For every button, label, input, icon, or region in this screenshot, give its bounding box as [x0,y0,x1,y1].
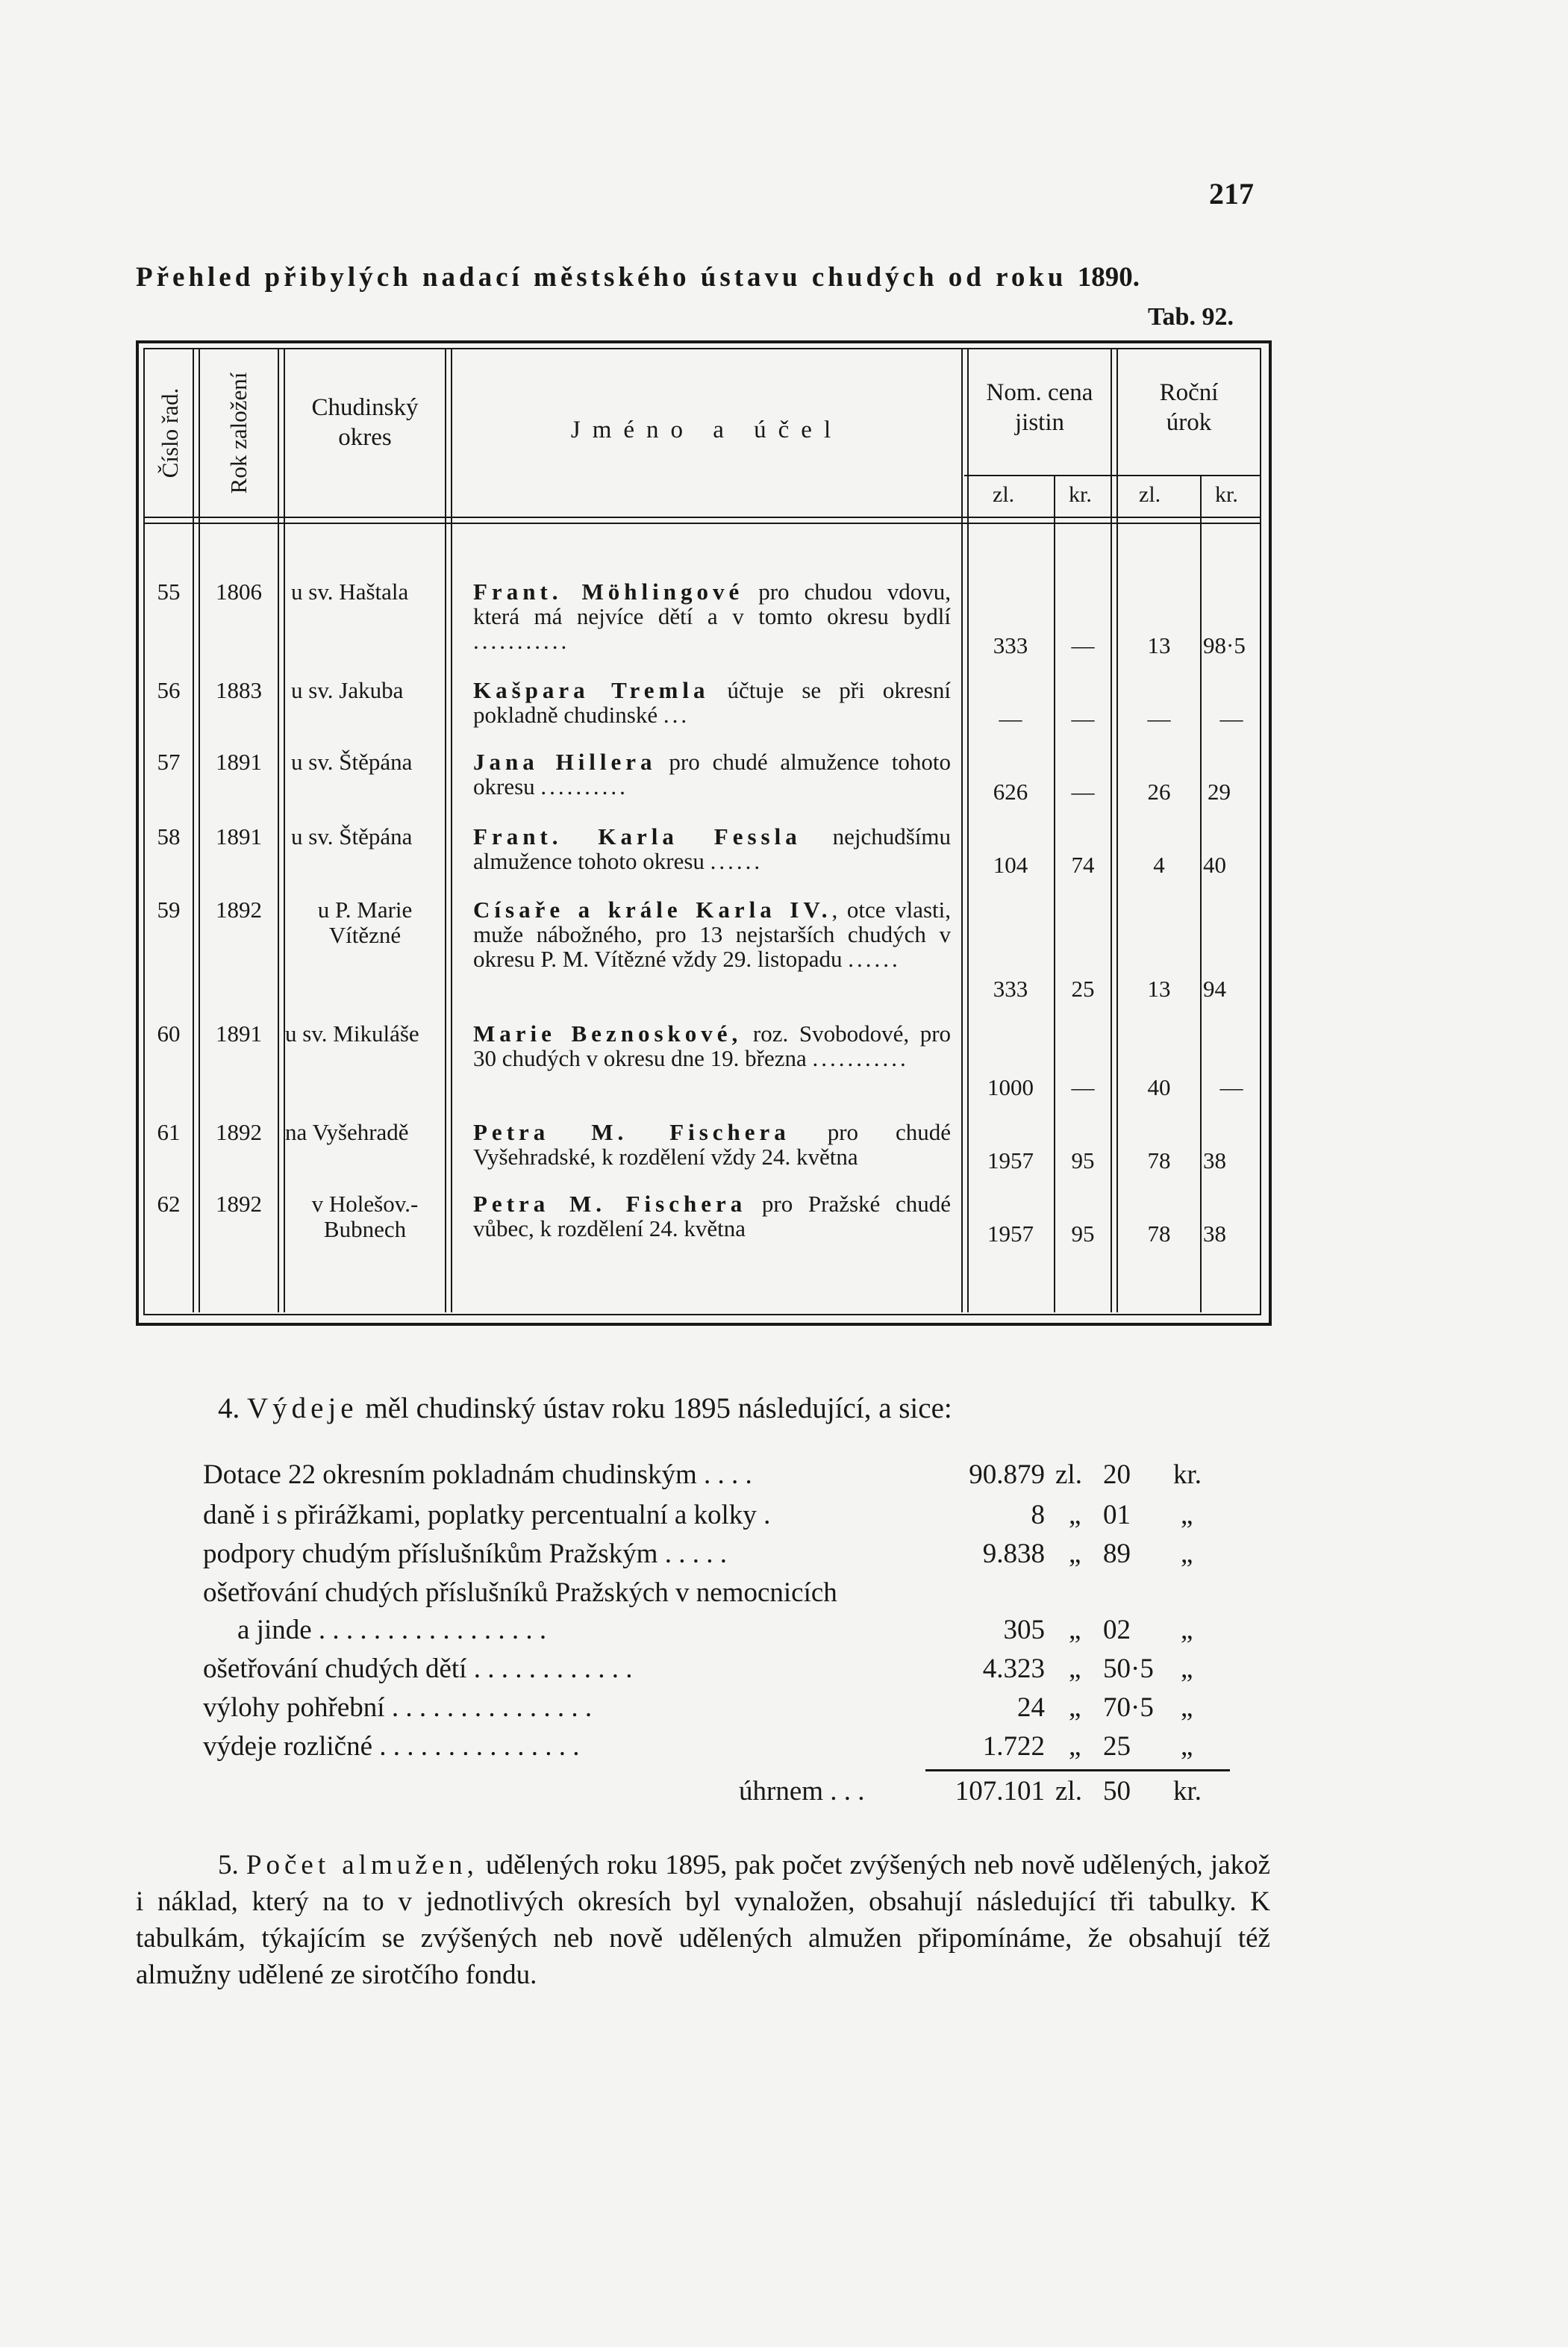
row-name-dots: ........... [473,628,570,654]
row-year: 1891 [216,1020,262,1047]
row-nom-zl: 333 [993,976,1028,1002]
row-nom-zl: 1957 [987,1221,1034,1247]
subheader-rule [964,475,1260,476]
expense-label: podpory chudým příslušníkům Pražským . . . . . [203,1539,727,1569]
total-unit: zl. [1055,1776,1082,1807]
col-line-4 [961,348,963,1312]
total-amount: 107.101 [955,1776,1045,1807]
row-number: 59 [157,897,181,923]
expense-unit: zl. [1055,1459,1082,1490]
row-year: 1891 [216,823,262,850]
expense-amount: 4.323 [982,1654,1045,1684]
row-year: 1883 [216,677,262,703]
header-bottom-rule [143,517,1260,518]
expense-amount: 1.722 [982,1731,1045,1762]
row-nom-zl: 1000 [987,1074,1034,1100]
row-name-rest: pro Pražské chudé vůbec, k rozdělení 24. května [473,1191,952,1241]
row-okres-line2: Vítězné [328,922,402,948]
row-nom-kr: — [1071,632,1095,658]
row-name [473,678,951,727]
expense-kr-unit: „ [1181,1615,1193,1645]
total-label: úhrnem . . . [739,1776,865,1807]
row-name-rest: nejchudšímu almužence tohoto okresu [473,823,952,874]
section-4-heading [218,1391,952,1425]
row-nom-zl: 1957 [987,1147,1034,1174]
table-title-year: 1890. [1077,262,1140,293]
row-name-lead: Jana Hillera [473,749,657,775]
row-name-lead: Kašpara Tremla [473,677,710,703]
col-line-7 [1200,475,1202,1312]
row-urok-kr: 94 [1203,976,1226,1002]
row-urok-kr: 98·5 [1203,632,1246,658]
row-name-lead: Frant. Karla Fessla [473,823,802,850]
expense-label: daně i s přirážkami, poplatky percentualní a kolky . [203,1500,771,1530]
row-urok-kr: — [1219,705,1243,732]
expense-amount: 90.879 [969,1459,1045,1490]
header-nom [969,378,1111,437]
row-nom-zl: — [999,705,1022,732]
row-urok-zl: 13 [1147,632,1171,658]
expense-kr: 70·5 [1103,1692,1154,1723]
row-name [473,824,951,873]
table-label: Tab. 92. [1148,303,1234,331]
row-year: 1806 [216,579,262,605]
col-line-1 [193,348,194,1312]
expense-label: a jinde . . . . . . . . . . . . . . . . . [237,1615,547,1645]
expense-unit: „ [1069,1615,1081,1645]
expense-amount: 8 [1031,1500,1045,1530]
expense-amount: 305 [1003,1615,1045,1645]
expense-label: výdeje rozličné . . . . . . . . . . . . . . . [203,1731,580,1762]
expense-label: Dotace 22 okresním pokladnám chudinským . . . . [203,1459,752,1490]
row-nom-kr: 25 [1071,976,1095,1002]
row-urok-zl: 4 [1153,852,1165,878]
expense-amount: 9.838 [982,1539,1045,1569]
expense-unit: „ [1069,1539,1081,1569]
row-nom-kr: — [1071,705,1095,732]
header-okres-line2: okres [338,424,392,451]
row-name-dots: ...... [710,848,763,874]
header-okres-line1: Chudinský [311,394,419,421]
row-number: 61 [157,1119,181,1145]
expense-label: ošetřování chudých příslušníků Pražských v nemocnicích [203,1577,837,1608]
row-urok-kr: 29 [1208,779,1231,805]
expense-kr-unit: „ [1181,1500,1193,1530]
row-okres: u sv. Štěpána [291,749,413,775]
header-okres [285,393,445,452]
row-number: 57 [157,749,181,775]
row-name-rest: roz. Svobodové, pro 30 chudých v okresu dne 19. března [473,1020,952,1071]
expense-unit: „ [1069,1692,1081,1723]
row-number: 60 [157,1020,181,1047]
expense-kr-unit: „ [1181,1539,1193,1569]
row-name-dots: ... [663,702,690,728]
row-name-rest: pro chudé almužence tohoto okresu [473,749,952,800]
col-line-5 [1054,475,1055,1312]
row-urok-kr: 38 [1203,1147,1226,1174]
header-nom-kr: kr. [1069,482,1092,507]
expense-kr-unit: „ [1181,1654,1193,1684]
table-title [136,261,1140,293]
expense-unit: „ [1069,1654,1081,1684]
row-name-dots: .......... [540,773,628,800]
expense-unit: „ [1069,1500,1081,1530]
row-nom-zl: 626 [993,779,1028,805]
header-urok-zl: zl. [1139,482,1161,507]
expense-kr: 02 [1103,1615,1131,1645]
row-okres: u sv. Štěpána [291,823,413,850]
col-line-3b [451,348,452,1312]
expense-label: ošetřování chudých dětí . . . . . . . . . . . . [203,1654,633,1684]
row-year: 1892 [216,1191,262,1217]
col-line-2 [278,348,279,1312]
row-okres: u sv. Jakuba [291,677,404,703]
row-okres-line1: v Holešov.- [311,1191,419,1217]
row-urok-zl: 78 [1147,1147,1171,1174]
row-name-rest: pro chudé Vyšehradské, k rozdělení vždy 24. května [473,1119,952,1170]
header-nom-line2: jistin [1014,409,1065,436]
row-urok-zl: 40 [1147,1074,1171,1100]
row-okres-line2: Bubnech [323,1216,407,1242]
row-number: 55 [157,579,181,605]
row-name-rest: , otce vlasti, muže nábožného, pro 13 nejstarších chudých v okresu P. M. Vítězné vždy 29. listopadu [473,897,951,972]
row-urok-zl: — [1147,705,1171,732]
section-4-spaced: Výdeje [247,1392,358,1424]
row-name-lead: Císaře a krále Karla IV. [473,897,832,923]
row-number: 62 [157,1191,181,1217]
row-name [473,1120,951,1169]
row-number: 56 [157,677,181,703]
total-rule [925,1769,1230,1771]
row-okres: na Vyšehradě [285,1119,409,1145]
header-nom-line1: Nom. cena [986,379,1093,406]
page-number: 217 [1209,177,1254,211]
expense-amount: 24 [1017,1692,1045,1723]
row-name [473,897,951,971]
expense-kr: 25 [1103,1731,1131,1762]
row-nom-kr: — [1071,779,1095,805]
expense-kr: 20 [1103,1459,1131,1490]
row-okres: u sv. Haštala [291,579,409,605]
expense-unit: „ [1069,1731,1081,1762]
col-line-2b [284,348,285,1312]
row-urok-kr: 40 [1203,852,1226,878]
header-jmeno: Jméno a účel [570,417,843,443]
expense-kr: 50·5 [1103,1654,1154,1684]
row-number: 58 [157,823,181,850]
row-urok-zl: 78 [1147,1221,1171,1247]
header-bottom-rule-2 [143,523,1260,524]
expense-kr-unit: kr. [1173,1459,1202,1490]
section-5-rest: udělených roku 1895, pak počet zvýšených neb nově udělených, jakož i náklad, který na to v jednotlivých okresích byl vynaložen, obsahují následující tři tabulky. K tabulkám, týkajícím se zvýšených neb nově udělených almužen připomínáme, že obsahují též almužny udělené ze sirotčího fondu. [136,1850,1270,1990]
header-urok-line2: úrok [1166,409,1212,436]
row-name-rest: účtuje se při okresní pokladně chudinské [473,677,952,728]
row-okres: u sv. Mikuláše [285,1020,419,1047]
section-5-spaced: Počet almužen, [246,1850,478,1880]
row-name-lead: Frant. Möhlingové [473,579,744,605]
row-urok-kr: 38 [1203,1221,1226,1247]
row-year: 1891 [216,749,262,775]
row-nom-kr: 95 [1071,1221,1095,1247]
row-name-lead: Marie Beznoskové, [473,1020,743,1047]
foundations-table: Číslo řad. Rok založení Chudinský okres Jméno a účel Nom. cena jistin Roční úrok zl. kr. zl. kr. 55 1806 u sv. Haštala Frant. Möhlingové pro chudou vdovu, která má nejvíce dětí a v tomto okresu bydlí ........... 333 — 13 98·5 56 1883 u sv. Jakuba Kašpara Tremla účtuje se při okresní pokladně chudinské ... — — — — 57 1891 u sv. Štěpána Jana Hillera pro chudé almužence tohoto okresu .......... 626 — 26 29 58 1891 u sv. Štěpána Frant. Karla Fessla nejchudšímu almužence tohoto okresu ...... 104 74 4 40 59 1892 u P. Marie Vítězné Císaře a krále Karla IV., otce vlasti, muže nábožného, pro 13 nejstarších chudých v okresu P. M. Vítězné vždy 29. listopadu ...... 333 25 13 94 60 1891 u sv. Mikuláše Marie Beznoskové, roz. Svobodové, pro 30 chudých v okresu dne 19. března ........... 1000 — 40 — 61 1892 na Vyšehradě Petra M. Fischera pro chudé Vyšehradské, k rozdělení vždy 24. května 1957 95 78 38 62 1892 v Holešov.- Bubnech Petra M. Fischera pro Pražské chudé vůbec, k rozdělení 24. května 1957 95 78 38 [136,340,1272,1326]
row-name [473,1021,951,1070]
row-urok-zl: 13 [1147,976,1171,1002]
header-urok [1118,378,1260,437]
col-line-3 [445,348,446,1312]
row-urok-kr: — [1219,1074,1243,1100]
row-name [473,579,951,653]
section-4-rest: měl chudinský ústav roku 1895 následující, a sice: [365,1392,952,1424]
total-kr: 50 [1103,1776,1131,1807]
row-year: 1892 [216,897,262,923]
header-nom-zl: zl. [993,482,1015,507]
row-nom-kr: 95 [1071,1147,1095,1174]
row-okres-line1: u P. Marie [317,897,413,923]
row-nom-kr: 74 [1071,852,1095,878]
section-4-number: 4. [218,1392,240,1424]
table-title-text: Přehled přibylých nadací městského ústavu chudých od roku [136,262,1067,293]
row-name-dots: ........... [812,1045,909,1071]
section-5-number: 5. [218,1850,239,1880]
row-name-dots: ...... [848,946,901,972]
col-line-6 [1111,348,1112,1312]
expense-kr: 89 [1103,1539,1131,1569]
row-nom-zl: 104 [993,852,1028,878]
row-nom-kr: — [1071,1074,1095,1100]
section-5-paragraph [136,1847,1270,1993]
header-urok-kr: kr. [1215,482,1238,507]
row-year: 1892 [216,1119,262,1145]
total-kr-unit: kr. [1173,1776,1202,1807]
expense-kr-unit: „ [1181,1692,1193,1723]
row-name [473,749,951,799]
expense-kr-unit: „ [1181,1731,1193,1762]
row-name [473,1191,951,1241]
expense-kr: 01 [1103,1500,1131,1530]
row-name-lead: Petra M. Fischera [473,1119,790,1145]
row-okres [285,1191,445,1242]
header-urok-line1: Roční [1159,379,1219,406]
row-name-lead: Petra M. Fischera [473,1191,747,1217]
row-name-rest: pro chudou vdovu, která má nejvíce dětí a v tomto okresu bydlí [473,579,951,629]
row-okres [285,897,445,948]
expense-label: výlohy pohřební . . . . . . . . . . . . . . . [203,1692,593,1723]
row-urok-zl: 26 [1147,779,1171,805]
row-nom-zl: 333 [993,632,1028,658]
